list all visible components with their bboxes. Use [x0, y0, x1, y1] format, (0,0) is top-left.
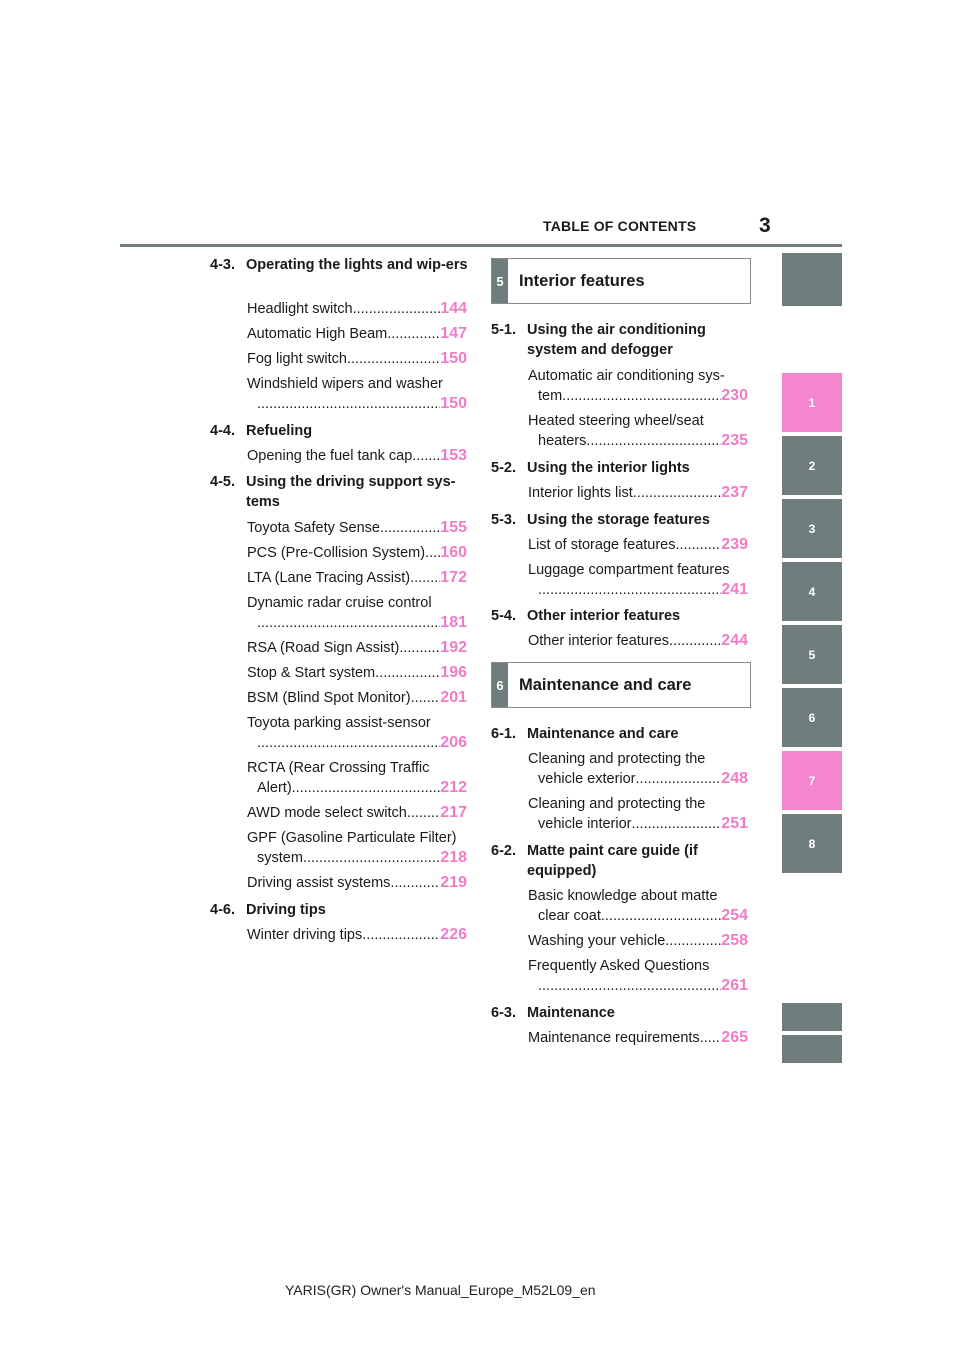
leader-dots — [375, 663, 440, 683]
section-title: Refueling — [246, 423, 313, 439]
toc-page-link[interactable]: 206 — [440, 734, 467, 751]
section-number: 6-1. — [491, 726, 516, 742]
leader-dots — [636, 769, 722, 789]
chapter-title: Maintenance and care — [519, 675, 692, 694]
leader-dots — [586, 431, 721, 451]
section-title: Using the driving support sys-tems — [246, 474, 456, 510]
toc-entry[interactable] — [247, 758, 467, 798]
toc-entry[interactable] — [247, 713, 467, 753]
side-tab-2[interactable]: 2 — [782, 436, 842, 495]
toc-entry[interactable] — [528, 411, 748, 451]
toc-entry-text: Interior lights list — [528, 485, 633, 501]
toc-entry-text: Dynamic radar cruise control — [247, 595, 432, 611]
side-tab-6[interactable]: 6 — [782, 688, 842, 747]
toc-entry-text: heaters — [538, 433, 587, 449]
toc-page-link[interactable]: 248 — [721, 770, 748, 787]
toc-page-link[interactable]: 241 — [721, 581, 748, 598]
section-number: 5-3. — [491, 512, 516, 528]
toc-entry[interactable] — [528, 931, 748, 951]
leader-dots — [676, 535, 722, 555]
toc-page-link[interactable]: 196 — [440, 664, 467, 681]
toc-entry[interactable] — [247, 663, 467, 683]
chapter-number-tag: 5 — [492, 259, 508, 303]
toc-page-link[interactable]: 160 — [440, 544, 467, 561]
toc-entry[interactable] — [247, 828, 467, 868]
section-5-3[interactable] — [491, 510, 753, 530]
toc-entry-text: Maintenance requirements — [528, 1030, 700, 1046]
toc-page-link[interactable]: 153 — [440, 447, 467, 464]
toc-entry-text: Toyota Safety Sense — [247, 520, 380, 536]
toc-entry-text: LTA (Lane Tracing Assist) — [247, 570, 411, 586]
section-6-3[interactable] — [491, 1003, 753, 1023]
leader-dots — [633, 483, 722, 503]
side-tab-5[interactable]: 5 — [782, 625, 842, 684]
toc-page-link[interactable]: 172 — [440, 569, 467, 586]
leader-dots — [390, 873, 440, 893]
leader-dots — [412, 446, 440, 466]
toc-page-link[interactable]: 201 — [440, 689, 467, 706]
toc-entry[interactable] — [247, 803, 467, 823]
leader-dots — [292, 778, 441, 798]
toc-entry-text: RSA (Road Sign Assist) — [247, 640, 400, 656]
toc-entry-text: Toyota parking assist-sensor — [247, 715, 431, 731]
toc-entry-text: Alert) — [257, 780, 292, 796]
toc-page-link[interactable]: 144 — [440, 300, 467, 317]
leader-dots — [632, 814, 722, 834]
side-tab-4[interactable]: 4 — [782, 562, 842, 621]
toc-entry-text: Automatic air conditioning sys- — [528, 368, 725, 384]
toc-entry[interactable] — [247, 688, 467, 708]
toc-entry-text: Basic knowledge about matte — [528, 888, 718, 904]
toc-entry-text: Winter driving tips — [247, 927, 363, 943]
section-6-1[interactable] — [491, 724, 753, 744]
section-title: Using the air conditioning system and defogger — [527, 322, 706, 358]
chapter-box-5[interactable] — [491, 258, 751, 304]
toc-entry-text: Stop & Start system — [247, 665, 376, 681]
toc-entry[interactable] — [247, 349, 467, 369]
section-number: 6-2. — [491, 843, 516, 859]
leader-dots — [665, 931, 721, 951]
toc-entry[interactable] — [247, 446, 467, 466]
leader-dots — [380, 518, 440, 538]
toc-entry-text: AWD mode select switch — [247, 805, 407, 821]
leader-dots — [538, 580, 721, 600]
leader-dots — [362, 925, 440, 945]
section-number: 5-4. — [491, 608, 516, 624]
toc-page-link[interactable]: 217 — [440, 804, 467, 821]
section-4-5[interactable] — [210, 472, 472, 512]
toc-entry[interactable] — [528, 794, 748, 834]
toc-entry[interactable] — [528, 1028, 748, 1048]
toc-entry-text: Automatic High Beam — [247, 326, 388, 342]
toc-page-link[interactable]: 192 — [440, 639, 467, 656]
toc-page-link[interactable]: 155 — [440, 519, 467, 536]
toc-entry[interactable] — [247, 593, 467, 633]
leader-dots — [387, 324, 440, 344]
section-number: 4-4. — [210, 423, 235, 439]
toc-page-link[interactable]: 258 — [721, 932, 748, 949]
toc-entry[interactable] — [247, 374, 467, 414]
toc-entry[interactable] — [528, 956, 748, 996]
toc-entry[interactable] — [528, 749, 748, 789]
side-tab-8[interactable]: 8 — [782, 814, 842, 873]
section-4-4[interactable] — [210, 421, 472, 441]
toc-page-link[interactable]: 237 — [721, 484, 748, 501]
toc-page-link[interactable]: 150 — [440, 350, 467, 367]
toc-entry-text: Driving assist systems — [247, 875, 391, 891]
section-4-6[interactable] — [210, 900, 472, 920]
toc-page-link[interactable]: 230 — [721, 387, 748, 404]
section-number: 6-3. — [491, 1005, 516, 1021]
leader-dots — [257, 733, 440, 753]
toc-entry[interactable] — [247, 518, 467, 538]
leader-dots — [411, 688, 441, 708]
toc-entry-text: Headlight switch — [247, 301, 353, 317]
section-title: Maintenance and care — [527, 726, 679, 742]
toc-page-link[interactable]: 226 — [440, 926, 467, 943]
toc-page-link[interactable]: 181 — [440, 614, 467, 631]
toc-entry-text: vehicle interior — [538, 816, 632, 832]
leader-dots — [410, 568, 440, 588]
toc-entry[interactable] — [247, 299, 467, 319]
toc-entry-text: Luggage compartment features — [528, 562, 730, 578]
leader-dots — [562, 386, 721, 406]
header-title: TABLE OF CONTENTS — [543, 218, 697, 234]
toc-entry[interactable] — [528, 366, 748, 406]
toc-entry-text: Windshield wipers and washer — [247, 376, 443, 392]
leader-dots — [700, 1028, 722, 1048]
toc-entry[interactable] — [247, 925, 467, 945]
toc-entry[interactable] — [247, 324, 467, 344]
leader-dots — [303, 848, 440, 868]
toc-entry-text: vehicle exterior — [538, 771, 636, 787]
toc-entry-text: Other interior features — [528, 633, 670, 649]
toc-entry[interactable] — [528, 560, 748, 600]
section-5-1[interactable] — [491, 320, 753, 360]
toc-entry-text: clear coat — [538, 908, 601, 924]
header-rule — [120, 244, 842, 247]
toc-page-link[interactable]: 219 — [440, 874, 467, 891]
section-title: Matte paint care guide (if equipped) — [527, 843, 698, 879]
toc-entry[interactable] — [528, 535, 748, 555]
toc-page-link[interactable]: 244 — [721, 632, 748, 649]
side-tab-1[interactable]: 1 — [782, 373, 842, 432]
side-tab-blank-b[interactable] — [782, 1035, 842, 1063]
toc-page-link[interactable]: 254 — [721, 907, 748, 924]
section-number: 4-3. — [210, 257, 235, 273]
toc-entry-text: GPF (Gasoline Particulate Filter) — [247, 830, 457, 846]
toc-entry-text: RCTA (Rear Crossing Traffic — [247, 760, 430, 776]
toc-page-link[interactable]: 261 — [721, 977, 748, 994]
page-number: 3 — [759, 214, 771, 237]
side-tab-blank-top[interactable] — [782, 253, 842, 306]
section-number: 5-1. — [491, 322, 516, 338]
section-5-4[interactable] — [491, 606, 753, 626]
section-title: Maintenance — [527, 1005, 615, 1021]
chapter-box-6[interactable] — [491, 662, 751, 708]
section-6-2[interactable] — [491, 841, 753, 881]
leader-dots — [257, 613, 440, 633]
leader-dots — [399, 638, 440, 658]
section-number: 4-5. — [210, 474, 235, 490]
toc-entry-text: system — [257, 850, 303, 866]
section-4-3[interactable] — [210, 255, 472, 295]
side-tab-7[interactable]: 7 — [782, 751, 842, 810]
side-tab-blank-a[interactable] — [782, 1003, 842, 1031]
footer-text: YARIS(GR) Owner's Manual_Europe_M52L09_en — [285, 1282, 596, 1298]
toc-entry[interactable] — [247, 543, 467, 563]
leader-dots — [353, 299, 441, 319]
toc-entry[interactable] — [528, 483, 748, 503]
toc-entry[interactable] — [528, 631, 748, 651]
chapter-number-tag: 6 — [492, 663, 508, 707]
chapter-title: Interior features — [519, 271, 645, 290]
section-title: Using the interior lights — [527, 460, 690, 476]
section-5-2[interactable] — [491, 458, 753, 478]
leader-dots — [407, 803, 440, 823]
toc-page-link[interactable]: 251 — [721, 815, 748, 832]
leader-dots — [669, 631, 721, 651]
section-title: Other interior features — [527, 608, 681, 624]
section-number: 5-2. — [491, 460, 516, 476]
leader-dots — [347, 349, 440, 369]
toc-entry[interactable] — [247, 873, 467, 893]
toc-entry[interactable] — [528, 886, 748, 926]
toc-entry[interactable] — [247, 568, 467, 588]
toc-page-link[interactable]: 150 — [440, 395, 467, 412]
toc-entry-text: Fog light switch — [247, 351, 347, 367]
toc-entry-text: Cleaning and protecting the — [528, 796, 706, 812]
toc-entry-text: Opening the fuel tank cap — [247, 448, 413, 464]
toc-page-link[interactable]: 147 — [440, 325, 467, 342]
section-title: Using the storage features — [527, 512, 710, 528]
toc-entry-text: Frequently Asked Questions — [528, 958, 710, 974]
toc-entry-text: BSM (Blind Spot Monitor) — [247, 690, 411, 706]
toc-entry-text: Washing your vehicle — [528, 933, 666, 949]
toc-page-link[interactable]: 265 — [721, 1029, 748, 1046]
toc-entry-text: Heated steering wheel/seat — [528, 413, 704, 429]
toc-page-link[interactable]: 212 — [440, 779, 467, 796]
section-title: Driving tips — [246, 902, 326, 918]
leader-dots — [425, 543, 440, 563]
toc-entry-text: Cleaning and protecting the — [528, 751, 706, 767]
toc-page-link[interactable]: 235 — [721, 432, 748, 449]
leader-dots — [257, 394, 440, 414]
leader-dots — [601, 906, 721, 926]
section-number: 4-6. — [210, 902, 235, 918]
toc-entry-text: tem — [538, 388, 563, 404]
toc-entry[interactable] — [247, 638, 467, 658]
side-tab-3[interactable]: 3 — [782, 499, 842, 558]
toc-page-link[interactable]: 218 — [440, 849, 467, 866]
toc-page-link[interactable]: 239 — [721, 536, 748, 553]
section-title: Operating the lights and wip-ers — [246, 257, 468, 273]
leader-dots — [538, 976, 721, 996]
toc-entry-text: PCS (Pre-Collision System) — [247, 545, 426, 561]
toc-entry-text: List of storage features — [528, 537, 676, 553]
